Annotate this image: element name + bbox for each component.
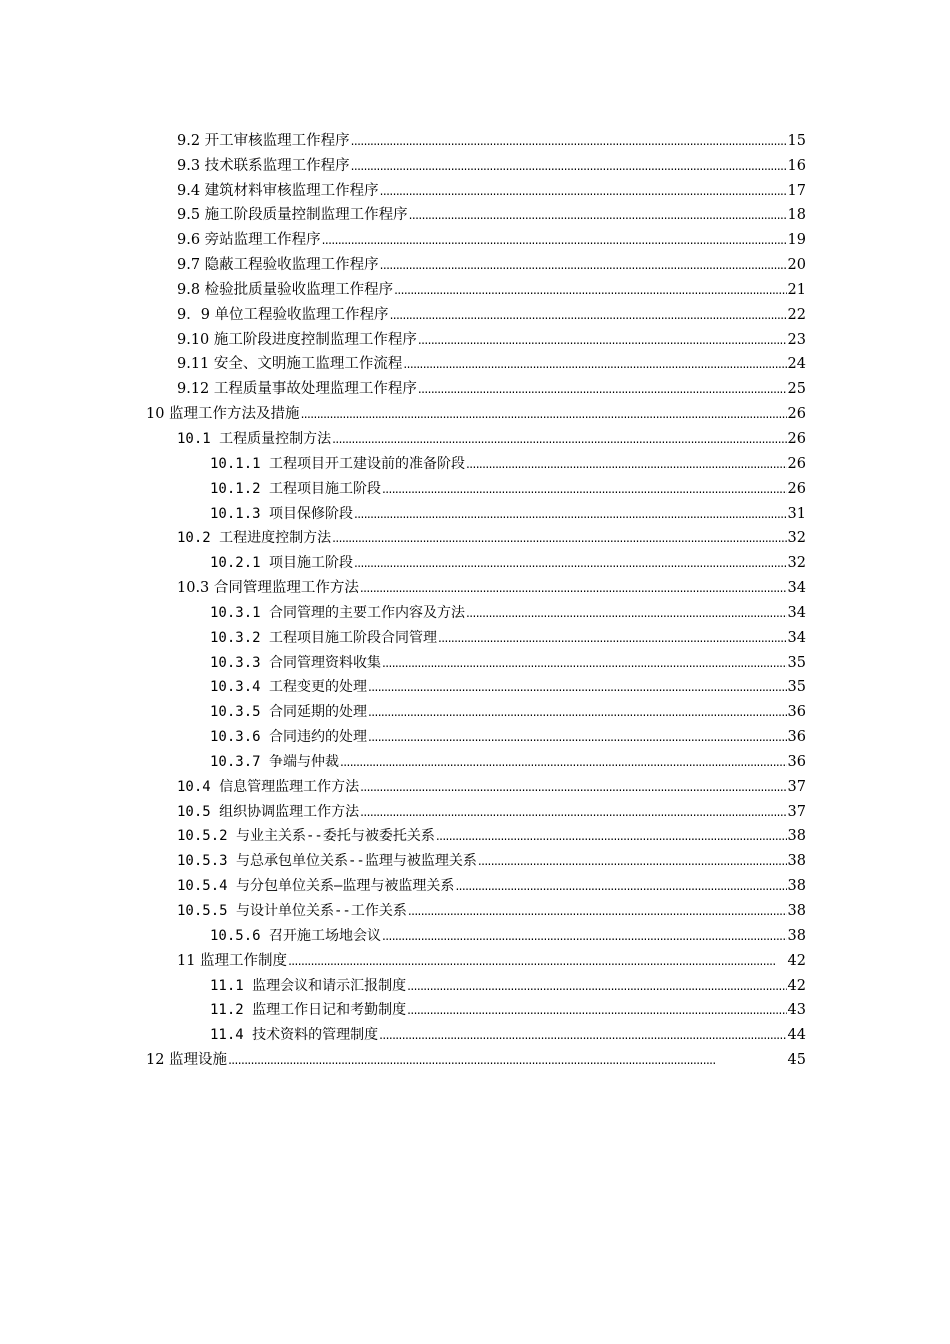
toc-page-number: 45 [787, 1052, 806, 1069]
toc-entry-title: 11.2 监理工作日记和考勤制度 [210, 1002, 407, 1019]
toc-entry[interactable] [210, 598, 806, 623]
toc-entry-title: 9.5 施工阶段质量控制监理工作程序 [177, 207, 408, 224]
toc-entry[interactable] [210, 648, 806, 673]
toc-page-number: 26 [787, 455, 806, 472]
toc-leader-dots [418, 330, 787, 350]
toc-entry[interactable] [177, 225, 806, 250]
toc-leader-dots [368, 677, 787, 697]
toc-entry-title: 9.4 建筑材料审核监理工作程序 [177, 182, 379, 199]
toc-entry[interactable] [177, 374, 806, 399]
toc-leader-dots [368, 702, 787, 722]
toc-entry-title: 11 监理工作制度 [177, 952, 288, 969]
toc-entry[interactable] [210, 449, 806, 474]
toc-entry[interactable] [177, 250, 806, 275]
toc-leader-dots [360, 777, 786, 797]
toc-entry[interactable] [177, 176, 806, 201]
toc-entry[interactable] [210, 697, 806, 722]
toc-entry[interactable] [210, 971, 806, 996]
toc-leader-dots [407, 976, 786, 996]
toc-entry-title: 10.1.1 工程项目开工建设前的准备阶段 [210, 455, 466, 472]
toc-page-number: 42 [787, 952, 806, 969]
toc-page-number: 34 [787, 604, 806, 621]
toc-page-number: 23 [787, 331, 806, 348]
toc-entry-title: 12 监理设施 [146, 1052, 228, 1069]
toc-page-number: 18 [787, 207, 806, 224]
toc-leader-dots [340, 752, 787, 772]
toc-page-number: 38 [787, 853, 806, 870]
toc-page-number: 25 [787, 381, 806, 398]
toc-page-number: 43 [787, 1002, 806, 1019]
toc-entry-title: 10.3 合同管理监理工作方法 [177, 580, 359, 597]
toc-page-number: 32 [787, 555, 806, 572]
toc-entry-title: 10.5.5 与设计单位关系--工作关系 [177, 903, 407, 919]
toc-leader-dots [382, 653, 787, 673]
toc-entry[interactable] [210, 499, 806, 524]
toc-leader-dots [380, 255, 787, 275]
toc-entry[interactable] [177, 946, 806, 971]
toc-entry-title: 10.5 组织协调监理工作方法 [177, 803, 360, 820]
toc-leader-dots [382, 479, 787, 499]
toc-entry-title: 10.3.5 合同延期的处理 [210, 704, 368, 721]
toc-entry[interactable] [177, 325, 806, 350]
toc-leader-dots [394, 280, 786, 300]
toc-page-number: 21 [787, 281, 806, 298]
toc-entry-title: 10 监理工作方法及措施 [146, 406, 300, 423]
toc-page-number: 35 [787, 679, 806, 696]
toc-entry-title: 10.3.4 工程变更的处理 [210, 679, 368, 696]
toc-page-number: 38 [787, 903, 806, 919]
toc-leader-dots [390, 305, 787, 325]
toc-entry[interactable] [210, 673, 806, 698]
toc-entry-title: 10.3.6 合同违约的处理 [210, 729, 368, 746]
toc-entry-title: 11.4 技术资料的管理制度 [210, 1027, 379, 1044]
toc-page-number: 32 [787, 530, 806, 547]
toc-page-number: 24 [787, 356, 806, 373]
toc-entry[interactable] [210, 474, 806, 499]
toc-leader-dots [332, 429, 786, 449]
toc-leader-dots [288, 951, 786, 971]
toc-leader-dots [409, 205, 787, 225]
toc-entry[interactable] [210, 548, 806, 573]
toc-page-number: 38 [787, 828, 806, 845]
toc-leader-dots [354, 553, 787, 573]
toc-entry-title: 9.6 旁站监理工作程序 [177, 232, 321, 249]
toc-leader-dots [478, 851, 787, 871]
toc-entry[interactable] [177, 275, 806, 300]
toc-leader-dots [332, 528, 786, 548]
toc-entry[interactable] [177, 201, 806, 226]
toc-entry[interactable] [177, 573, 806, 598]
toc-leader-dots [354, 504, 787, 524]
toc-entry[interactable] [210, 722, 806, 747]
table-of-contents [0, 126, 950, 1070]
toc-page-number: 36 [787, 753, 806, 770]
toc-entry-title: 10.5.6 召开施工场地会议 [210, 927, 382, 944]
toc-entry[interactable] [177, 896, 806, 921]
toc-entry[interactable] [177, 797, 806, 822]
toc-page-number: 38 [787, 878, 806, 895]
toc-leader-dots [322, 230, 787, 250]
toc-page-number: 26 [787, 406, 806, 423]
toc-page-number: 42 [787, 977, 806, 994]
toc-entry-title: 10.3.7 争端与仲裁 [210, 753, 340, 770]
toc-page-number: 26 [787, 480, 806, 497]
toc-page-number: 26 [787, 430, 806, 447]
toc-page-number: 16 [787, 157, 806, 174]
toc-page-number: 15 [787, 132, 806, 149]
toc-page-number: 34 [787, 629, 806, 646]
toc-entry-title: 10.1.2 工程项目施工阶段 [210, 480, 382, 497]
toc-entry[interactable] [177, 151, 806, 176]
toc-page-number: 17 [787, 182, 806, 199]
toc-entry-title: 10.2 工程进度控制方法 [177, 530, 332, 547]
toc-leader-dots [351, 131, 787, 151]
toc-page-number: 20 [787, 257, 806, 274]
toc-entry-title: 10.3.2 工程项目施工阶段合同管理 [210, 629, 438, 646]
toc-entry-title: 10.1.3 项目保修阶段 [210, 505, 354, 522]
toc-page-number: 36 [787, 729, 806, 746]
toc-leader-dots [403, 354, 786, 374]
toc-leader-dots [351, 156, 787, 176]
toc-entry-title: 9.12 工程质量事故处理监理工作程序 [177, 381, 417, 398]
toc-entry-title: 10.2.1 项目施工阶段 [210, 555, 354, 572]
toc-leader-dots [436, 826, 787, 846]
toc-entry-title: 10.4 信息管理监理工作方法 [177, 778, 360, 795]
toc-page-number: 35 [787, 654, 806, 671]
toc-leader-dots [408, 901, 787, 921]
toc-entry[interactable] [177, 846, 806, 871]
toc-page-number: 36 [787, 704, 806, 721]
toc-leader-dots [382, 926, 787, 946]
toc-entry-title: 10.5.3 与总承包单位关系--监理与被监理关系 [177, 853, 477, 870]
toc-entry-title: 9．9 单位工程验收监理工作程序 [177, 306, 389, 323]
toc-leader-dots [301, 404, 787, 424]
toc-leader-dots [466, 603, 787, 623]
toc-leader-dots [228, 1050, 786, 1070]
toc-leader-dots [360, 802, 786, 822]
toc-entry[interactable] [177, 772, 806, 797]
toc-entry-title: 10.5.2 与业主关系--委托与被委托关系 [177, 828, 435, 845]
toc-entry[interactable] [146, 1045, 806, 1070]
toc-entry-title: 9.10 施工阶段进度控制监理工作程序 [177, 331, 417, 348]
toc-entry-title: 10.3.3 合同管理资料收集 [210, 654, 382, 671]
toc-entry[interactable] [177, 126, 806, 151]
toc-page-number: 22 [787, 306, 806, 323]
toc-entry[interactable] [210, 996, 806, 1021]
toc-entry-title: 9.8 检验批质量验收监理工作程序 [177, 281, 394, 298]
toc-page-number: 44 [787, 1027, 806, 1044]
toc-entry[interactable] [177, 300, 806, 325]
toc-page-number: 19 [787, 232, 806, 249]
toc-leader-dots [455, 876, 786, 896]
toc-entry[interactable] [210, 747, 806, 772]
toc-entry[interactable] [210, 1020, 806, 1045]
toc-leader-dots [360, 578, 787, 598]
toc-entry-title: 9.7 隐蔽工程验收监理工作程序 [177, 257, 379, 274]
toc-entry[interactable] [177, 822, 806, 847]
toc-page-number: 34 [787, 580, 806, 597]
toc-leader-dots [418, 379, 787, 399]
toc-page-number: 37 [787, 778, 806, 795]
toc-entry[interactable] [146, 399, 806, 424]
toc-page-number: 37 [787, 803, 806, 820]
toc-entry-title: 10.3.1 合同管理的主要工作内容及方法 [210, 604, 466, 621]
toc-leader-dots [407, 1000, 786, 1020]
toc-entry[interactable] [177, 424, 806, 449]
toc-entry[interactable] [177, 871, 806, 896]
toc-leader-dots [466, 454, 787, 474]
toc-leader-dots [380, 181, 787, 201]
toc-entry-title: 9.3 技术联系监理工作程序 [177, 157, 350, 174]
toc-entry[interactable] [210, 921, 806, 946]
toc-page-number: 31 [787, 505, 806, 522]
toc-entry[interactable] [210, 623, 806, 648]
toc-entry-title: 11.1 监理会议和请示汇报制度 [210, 977, 407, 994]
toc-leader-dots [379, 1025, 786, 1045]
toc-entry[interactable] [177, 524, 806, 549]
toc-entry-title: 9.2 开工审核监理工作程序 [177, 132, 350, 149]
toc-leader-dots [368, 727, 787, 747]
toc-entry-title: 9.11 安全、文明施工监理工作流程 [177, 356, 403, 373]
toc-entry-title: 10.1 工程质量控制方法 [177, 430, 332, 447]
toc-leader-dots [438, 628, 787, 648]
toc-entry[interactable] [177, 350, 806, 375]
toc-page-number: 38 [787, 927, 806, 944]
toc-entry-title: 10.5.4 与分包单位关系—监理与被监理关系 [177, 878, 455, 895]
